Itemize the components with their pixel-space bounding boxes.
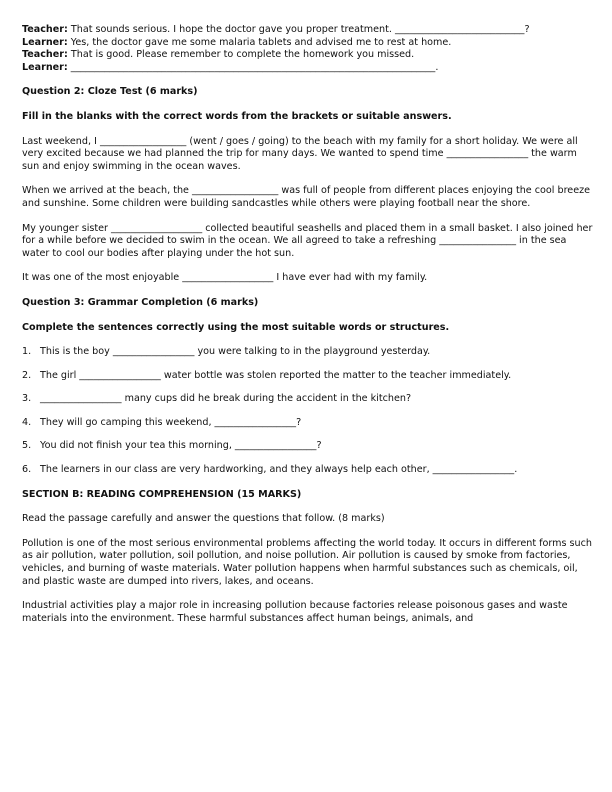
grammar-list: [22, 346, 594, 477]
item-number: 4.: [22, 416, 32, 428]
item-text: The learners in our class are very hardworking, and they always help each other, _________________.: [40, 464, 518, 476]
dialogue: [22, 24, 594, 74]
question-2-instruction: Fill in the blanks with the correct words from the brackets or suitable answers.: [22, 110, 452, 122]
item-number: 3.: [22, 393, 32, 405]
passage-paragraph: Pollution is one of the most serious environmental problems affecting the world today. It occurs in different forms such as air pollution, water pollution, soil pollution, and noise pollution. Air pollution is caused by smoke from factories, vehicles, and burning of waste materials. Water pollution happens when harmful substances such as chemicals, oil, and plastic waste are dumped into rivers, lakes, and oceans.: [22, 537, 592, 587]
section-b-title: SECTION B: READING COMPREHENSION (15 MARKS): [22, 488, 302, 500]
list-item: [22, 464, 594, 477]
line-text: Yes, the doctor gave me some malaria tablets and advised me to rest at home.: [67, 36, 452, 48]
item-text: _________________ many cups did he break during the accident in the kitchen?: [40, 393, 412, 405]
item-text: This is the boy _________________ you were talking to in the playground yesterday.: [40, 346, 431, 358]
dialogue-line: [22, 62, 594, 75]
cloze-paragraph: When we arrived at the beach, the __________________ was full of people from different places enjoying the cool breeze and sunshine. Some children were building sandcastles while others were playing football near the shore.: [22, 185, 591, 209]
section-b-instruction: Read the passage carefully and answer the questions that follow. (8 marks): [22, 513, 385, 525]
list-item: [22, 417, 594, 430]
item-text: The girl _________________ water bottle was stolen reported the matter to the teacher immediately.: [40, 369, 512, 381]
line-text: That is good. Please remember to complete the homework you missed.: [67, 49, 415, 61]
item-number: 2.: [22, 369, 32, 381]
cloze-paragraph: My younger sister ___________________ collected beautiful seashells and placed them in a small basket. I also joined her for a while before we decided to swim in the ocean. We all agreed to take a refreshing ________________ in the sea water to cool our bodies after playing under the hot sun.: [22, 222, 593, 259]
cloze-paragraph: It was one of the most enjoyable ___________________ I have ever had with my family.: [22, 272, 428, 284]
speaker: Learner:: [22, 61, 68, 73]
line-text: ____________________________________________________________________________.: [67, 61, 439, 73]
list-item: [22, 346, 594, 359]
speaker: Learner:: [22, 36, 68, 48]
item-number: 5.: [22, 440, 32, 452]
list-item: [22, 370, 594, 383]
item-text: They will go camping this weekend, _________________?: [40, 416, 302, 428]
question-3-title: Question 3: Grammar Completion (6 marks): [22, 296, 259, 308]
question-2-title: Question 2: Cloze Test (6 marks): [22, 86, 198, 98]
list-item: [22, 393, 594, 406]
item-number: 1.: [22, 346, 32, 358]
speaker: Teacher:: [22, 49, 68, 61]
cloze-paragraph: Last weekend, I __________________ (went / goes / going) to the beach with my family for a short holiday. We were all very excited because we had planned the trip for many days. We wanted to spend time _________________ the warm sun and enjoy swimming in the ocean waves.: [22, 135, 578, 172]
list-item: [22, 440, 594, 453]
worksheet-page: [22, 24, 594, 625]
item-number: 6.: [22, 464, 32, 476]
speaker: Teacher:: [22, 24, 68, 35]
dialogue-line: [22, 24, 594, 37]
dialogue-line: [22, 49, 594, 62]
passage-paragraph: Industrial activities play a major role in increasing pollution because factories release poisonous gases and waste materials into the environment. These harmful substances affect human beings, animals, and: [22, 600, 568, 624]
question-3-instruction: Complete the sentences correctly using the most suitable words or structures.: [22, 321, 450, 333]
line-text: That sounds serious. I hope the doctor gave you proper treatment. ___________________________?: [67, 24, 530, 35]
dialogue-line: [22, 37, 594, 50]
item-text: You did not finish your tea this morning, _________________?: [40, 440, 322, 452]
